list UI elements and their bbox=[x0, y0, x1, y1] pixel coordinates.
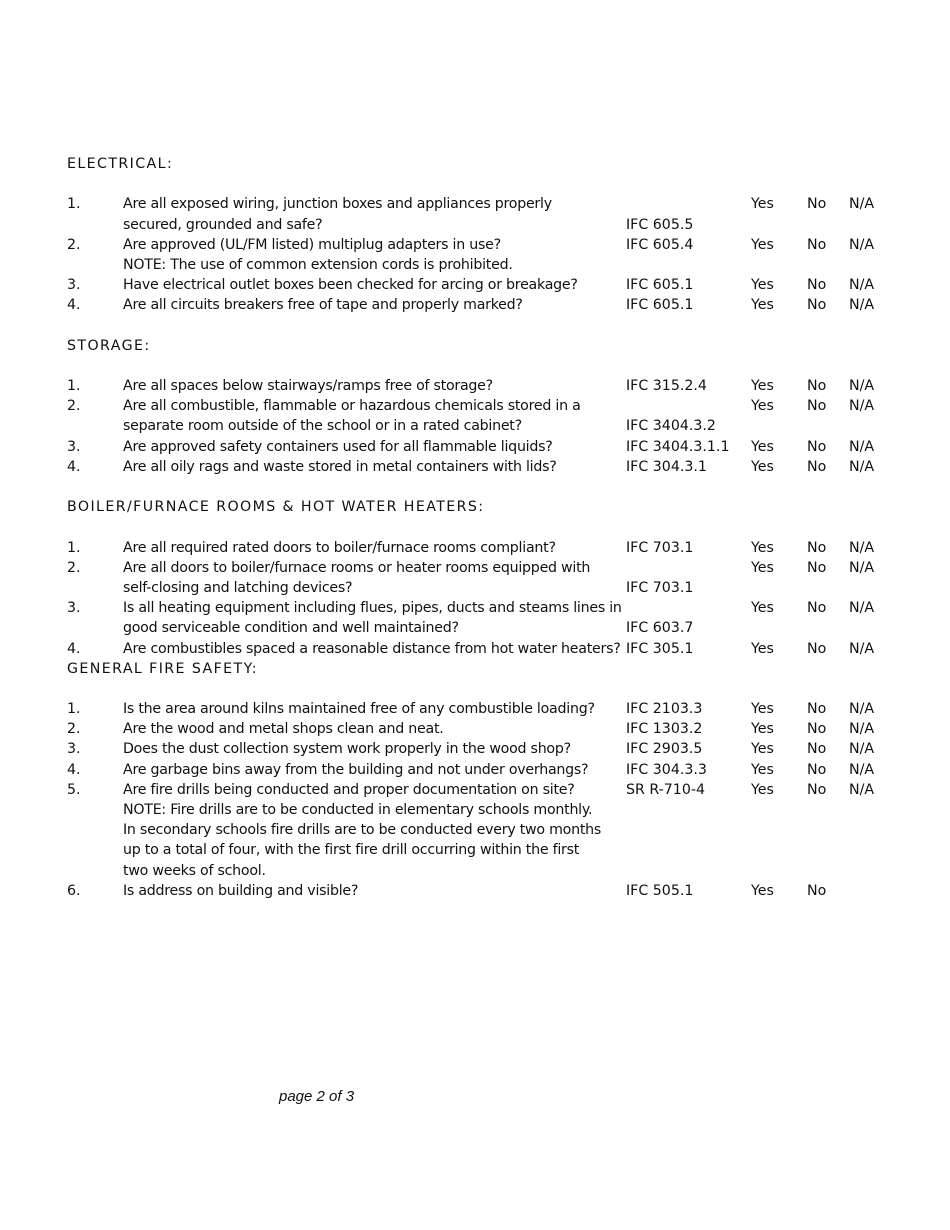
item-line bbox=[67, 618, 897, 638]
section-title: BOILER/FURNACE ROOMS & HOT WATER HEATERS: bbox=[67, 499, 485, 516]
yes-option[interactable]: Yes bbox=[751, 458, 774, 475]
no-option[interactable]: No bbox=[807, 236, 827, 253]
checklist-section bbox=[67, 497, 897, 659]
item-line bbox=[67, 194, 897, 214]
item-number: 4. bbox=[67, 297, 81, 314]
na-option[interactable]: N/A bbox=[849, 741, 875, 758]
no-option[interactable]: No bbox=[807, 640, 827, 657]
no-option[interactable]: No bbox=[807, 539, 827, 556]
spacer bbox=[67, 477, 897, 497]
code-reference: IFC 305.1 bbox=[626, 640, 694, 657]
yes-option[interactable]: Yes bbox=[751, 640, 774, 657]
yes-option[interactable]: Yes bbox=[751, 701, 774, 718]
item-line bbox=[67, 739, 897, 759]
item-line bbox=[67, 820, 897, 840]
yes-option[interactable]: Yes bbox=[751, 781, 774, 798]
checklist-item bbox=[67, 396, 897, 436]
question-text: Are fire drills being conducted and proper documentation on site? bbox=[123, 781, 575, 798]
page-number: page 2 of 3 bbox=[279, 1088, 355, 1105]
yes-option[interactable]: Yes bbox=[751, 378, 774, 395]
section-title: STORAGE: bbox=[67, 337, 151, 354]
na-option[interactable]: N/A bbox=[849, 297, 875, 314]
na-option[interactable]: N/A bbox=[849, 438, 875, 455]
item-line bbox=[67, 780, 897, 800]
checklist-item bbox=[67, 295, 897, 315]
yes-option[interactable]: Yes bbox=[751, 398, 774, 415]
no-option[interactable]: No bbox=[807, 438, 827, 455]
na-option[interactable]: N/A bbox=[849, 721, 875, 738]
item-line bbox=[67, 437, 897, 457]
question-text: Are the wood and metal shops clean and neat. bbox=[123, 721, 444, 738]
na-option[interactable]: N/A bbox=[849, 378, 875, 395]
item-line bbox=[67, 840, 897, 860]
question-text: up to a total of four, with the first fire drill occurring within the first bbox=[123, 842, 580, 859]
item-number: 3. bbox=[67, 741, 81, 758]
spacer bbox=[67, 174, 897, 194]
item-line bbox=[67, 396, 897, 416]
question-text: NOTE: The use of common extension cords is prohibited. bbox=[123, 256, 513, 273]
item-line bbox=[67, 861, 897, 881]
no-option[interactable]: No bbox=[807, 196, 827, 213]
code-reference: IFC 605.5 bbox=[626, 216, 694, 233]
item-line bbox=[67, 416, 897, 436]
yes-option[interactable]: Yes bbox=[751, 882, 774, 899]
no-option[interactable]: No bbox=[807, 600, 827, 617]
checklist-item bbox=[67, 538, 897, 558]
code-reference: IFC 605.1 bbox=[626, 297, 694, 314]
question-text: Are all exposed wiring, junction boxes and appliances properly bbox=[123, 196, 552, 213]
spacer bbox=[67, 356, 897, 376]
checklist-item bbox=[67, 780, 897, 881]
na-option[interactable]: N/A bbox=[849, 236, 875, 253]
no-option[interactable]: No bbox=[807, 701, 827, 718]
question-text: Are garbage bins away from the building and not under overhangs? bbox=[123, 761, 589, 778]
code-reference: IFC 3404.3.1.1 bbox=[626, 438, 730, 455]
item-number: 2. bbox=[67, 721, 81, 738]
na-option[interactable]: N/A bbox=[849, 196, 875, 213]
code-reference: SR R-710-4 bbox=[626, 781, 706, 798]
question-text: Have electrical outlet boxes been checked for arcing or breakage? bbox=[123, 277, 578, 294]
no-option[interactable]: No bbox=[807, 277, 827, 294]
item-line bbox=[67, 800, 897, 820]
checklist-item bbox=[67, 639, 897, 659]
na-option[interactable]: N/A bbox=[849, 559, 875, 576]
item-number: 2. bbox=[67, 236, 81, 253]
code-reference: IFC 2903.5 bbox=[626, 741, 703, 758]
na-option[interactable]: N/A bbox=[849, 761, 875, 778]
yes-option[interactable]: Yes bbox=[751, 741, 774, 758]
item-line bbox=[67, 760, 897, 780]
yes-option[interactable]: Yes bbox=[751, 438, 774, 455]
item-line bbox=[67, 457, 897, 477]
checklist-document bbox=[67, 154, 897, 901]
code-reference: IFC 603.7 bbox=[626, 620, 694, 637]
code-reference: IFC 315.2.4 bbox=[626, 378, 707, 395]
item-number: 4. bbox=[67, 458, 81, 475]
item-number: 6. bbox=[67, 882, 81, 899]
question-text: Are approved (UL/FM listed) multiplug adapters in use? bbox=[123, 236, 501, 253]
na-option[interactable]: N/A bbox=[849, 701, 875, 718]
na-option[interactable]: N/A bbox=[849, 458, 875, 475]
item-line bbox=[67, 295, 897, 315]
item-number: 2. bbox=[67, 398, 81, 415]
checklist-item bbox=[67, 376, 897, 396]
item-line bbox=[67, 538, 897, 558]
na-option[interactable]: N/A bbox=[849, 539, 875, 556]
checklist-section bbox=[67, 659, 897, 901]
spacer bbox=[67, 517, 897, 537]
no-option[interactable]: No bbox=[807, 398, 827, 415]
item-number: 3. bbox=[67, 277, 81, 294]
item-number: 1. bbox=[67, 701, 81, 718]
question-text: NOTE: Fire drills are to be conducted in elementary schools monthly. bbox=[123, 802, 593, 818]
item-number: 4. bbox=[67, 640, 81, 657]
item-line bbox=[67, 376, 897, 396]
code-reference: IFC 3404.3.2 bbox=[626, 418, 716, 435]
checklist-section bbox=[67, 154, 897, 336]
spacer bbox=[67, 316, 897, 336]
item-number: 3. bbox=[67, 438, 81, 455]
item-number: 5. bbox=[67, 781, 81, 798]
checklist-item bbox=[67, 437, 897, 457]
checklist-item bbox=[67, 699, 897, 719]
no-option[interactable]: No bbox=[807, 559, 827, 576]
code-reference: IFC 304.3.1 bbox=[626, 458, 707, 475]
item-line bbox=[67, 881, 897, 901]
checklist-item bbox=[67, 558, 897, 598]
code-reference: IFC 605.1 bbox=[626, 277, 694, 294]
item-number: 1. bbox=[67, 378, 81, 395]
question-text: secured, grounded and safe? bbox=[123, 216, 323, 233]
code-reference: IFC 703.1 bbox=[626, 579, 694, 596]
checklist-section bbox=[67, 336, 897, 498]
checklist-item bbox=[67, 235, 897, 275]
code-reference: IFC 304.3.3 bbox=[626, 761, 707, 778]
item-number: 1. bbox=[67, 196, 81, 213]
na-option[interactable]: N/A bbox=[849, 398, 875, 415]
checklist-item bbox=[67, 739, 897, 759]
yes-option[interactable]: Yes bbox=[751, 196, 774, 213]
item-number: 1. bbox=[67, 539, 81, 556]
spacer bbox=[67, 679, 897, 699]
item-number: 4. bbox=[67, 761, 81, 778]
code-reference: IFC 2103.3 bbox=[626, 701, 703, 718]
item-line bbox=[67, 558, 897, 578]
item-line bbox=[67, 699, 897, 719]
no-option[interactable]: No bbox=[807, 781, 827, 798]
question-text: Are approved safety containers used for all flammable liquids? bbox=[123, 438, 553, 455]
question-text: In secondary schools fire drills are to be conducted every two months bbox=[123, 822, 602, 839]
question-text: Is address on building and visible? bbox=[123, 882, 359, 899]
item-line bbox=[67, 235, 897, 255]
question-text: Are all oily rags and waste stored in metal containers with lids? bbox=[123, 458, 557, 475]
item-line bbox=[67, 719, 897, 739]
yes-option[interactable]: Yes bbox=[751, 539, 774, 556]
question-text: Are all combustible, flammable or hazardous chemicals stored in a bbox=[123, 398, 581, 415]
na-option[interactable]: N/A bbox=[849, 781, 875, 798]
item-line bbox=[67, 578, 897, 598]
question-text: Are combustibles spaced a reasonable distance from hot water heaters? bbox=[123, 640, 621, 657]
na-option[interactable]: N/A bbox=[849, 277, 875, 294]
yes-option[interactable]: Yes bbox=[751, 600, 774, 617]
checklist-item bbox=[67, 881, 897, 901]
code-reference: IFC 505.1 bbox=[626, 882, 694, 899]
checklist-item bbox=[67, 760, 897, 780]
yes-option[interactable]: Yes bbox=[751, 761, 774, 778]
no-option[interactable]: No bbox=[807, 458, 827, 475]
question-text: self-closing and latching devices? bbox=[123, 579, 353, 596]
question-text: Are all required rated doors to boiler/furnace rooms compliant? bbox=[123, 539, 556, 556]
no-option[interactable]: No bbox=[807, 761, 827, 778]
question-text: Are all circuits breakers free of tape and properly marked? bbox=[123, 297, 523, 314]
code-reference: IFC 703.1 bbox=[626, 539, 694, 556]
yes-option[interactable]: Yes bbox=[751, 559, 774, 576]
question-text: Is the area around kilns maintained free of any combustible loading? bbox=[123, 701, 595, 718]
question-text: Are all doors to boiler/furnace rooms or heater rooms equipped with bbox=[123, 559, 591, 576]
item-number: 2. bbox=[67, 559, 81, 576]
na-option[interactable]: N/A bbox=[849, 600, 875, 617]
no-option[interactable]: No bbox=[807, 721, 827, 738]
item-line bbox=[67, 275, 897, 295]
question-text: separate room outside of the school or in a rated cabinet? bbox=[123, 418, 522, 435]
code-reference: IFC 605.4 bbox=[626, 236, 694, 253]
section-title: GENERAL FIRE SAFETY: bbox=[67, 660, 258, 677]
na-option[interactable]: N/A bbox=[849, 640, 875, 657]
checklist-item bbox=[67, 719, 897, 739]
item-line bbox=[67, 255, 897, 275]
yes-option[interactable]: Yes bbox=[751, 236, 774, 253]
item-line bbox=[67, 598, 897, 618]
code-reference: IFC 1303.2 bbox=[626, 721, 703, 738]
item-line bbox=[67, 215, 897, 235]
checklist-item bbox=[67, 275, 897, 295]
no-option[interactable]: No bbox=[807, 882, 827, 899]
yes-option[interactable]: Yes bbox=[751, 297, 774, 314]
question-text: Does the dust collection system work properly in the wood shop? bbox=[123, 741, 571, 758]
question-text: good serviceable condition and well maintained? bbox=[123, 620, 459, 637]
no-option[interactable]: No bbox=[807, 378, 827, 395]
checklist-item bbox=[67, 194, 897, 234]
checklist-item bbox=[67, 457, 897, 477]
yes-option[interactable]: Yes bbox=[751, 277, 774, 294]
item-number: 3. bbox=[67, 600, 81, 617]
yes-option[interactable]: Yes bbox=[751, 721, 774, 738]
question-text: Is all heating equipment including flues, pipes, ducts and steams lines in bbox=[123, 600, 622, 617]
no-option[interactable]: No bbox=[807, 741, 827, 758]
question-text: two weeks of school. bbox=[123, 862, 266, 879]
question-text: Are all spaces below stairways/ramps free of storage? bbox=[123, 378, 493, 395]
checklist-item bbox=[67, 598, 897, 638]
no-option[interactable]: No bbox=[807, 297, 827, 314]
section-title: ELECTRICAL: bbox=[67, 156, 174, 172]
item-line bbox=[67, 639, 897, 659]
